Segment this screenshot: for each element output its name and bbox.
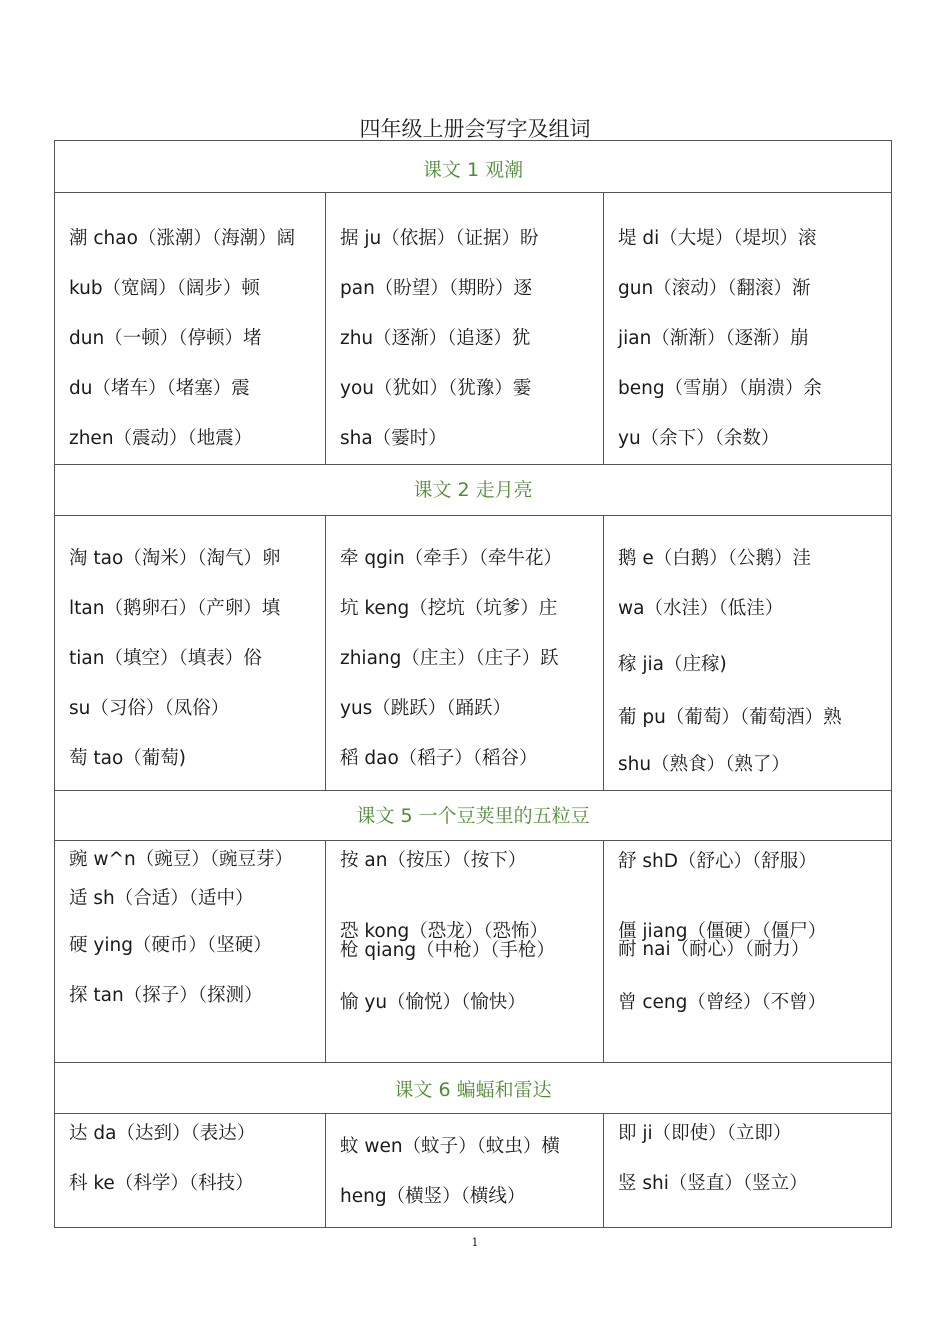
word-entry: du（堵车）（堵塞）震 [69,378,250,399]
word-entry: sha（霎时） [340,428,447,449]
word-cell: 按 an（按压）（按下） 恐 kong（恐龙）（恐怖） 枪 qiang（中枪）（手枪） 愉 yu（愉悦）（愉快） [326,841,604,1063]
word-cell [604,516,892,791]
word-entry: 探 tan（探子）（探测） [69,985,263,1006]
word-entry: 堤 di（大堤）（堤坝）滚 [618,228,817,249]
lesson-header-2: 课文 2 走月亮 [55,465,892,516]
word-entry: 牵 qgin（牵手）（牵牛花） [340,548,562,569]
word-entry: ltan（鹅卵石）（产卵）填 [69,598,281,619]
word-cell [326,193,604,465]
word-cell [55,516,326,791]
word-entry: 稼 jia（庄稼) [618,654,727,675]
word-entry: zhiang（庄主）（庄子）跃 [340,648,559,669]
word-cell [55,1114,326,1228]
word-entry: kub（宽阔）（阔步）顿 [69,278,260,299]
word-entry: yus（跳跃）（踊跃） [340,698,512,719]
word-cell: 舒 shD（舒心）（舒服） 僵 jiang（僵硬）（僵尸） 耐 nai（耐心）（耐力） 曾 ceng（曾经）（不曾） [604,841,892,1063]
lesson-header-1: 课文 1 观潮 [55,141,892,193]
word-entry: 适 sh（合适）（适中） [69,888,254,909]
word-entry: heng（横竖）（横线） [340,1186,526,1207]
word-entry: gun（滚动）（翻滚）渐 [618,278,811,299]
word-entry: su（习俗）（凤俗） [69,698,230,719]
word-entry: 鹅 e（白鹅）（公鹅）洼 [618,548,812,569]
word-entry: 僵 jiang（僵硬）（僵尸） [618,921,827,942]
word-cell [55,841,326,1063]
word-entry: you（犹如）（犹豫）霎 [340,378,532,399]
word-entry: shu（熟食）（熟了） [618,754,790,775]
word-entry: 蚊 wen（蚊子）（蚊虫）横 [340,1136,560,1157]
word-entry: 竖 shi（竖直）（竖立） [618,1173,808,1194]
word-cell [604,1114,892,1228]
word-entry: 据 ju（依据）（证据）盼 [340,228,539,249]
word-entry: wa（水洼）（低洼） [618,598,784,619]
word-entry: 科 ke（科学）（科技） [69,1173,254,1194]
word-entry: 葡 pu（葡萄）（葡萄酒）熟 [618,707,842,728]
word-entry: 潮 chao（涨潮）（海潮）阔 [69,228,296,249]
word-entry: 愉 yu（愉悦）（愉快） [340,992,526,1013]
word-entry: tian（填空）（填表）俗 [69,648,262,669]
document-title: 四年级上册会写字及组词 [359,117,591,141]
word-cell [55,193,326,465]
word-entry: 恐 kong（恐龙）（恐怖） [340,921,548,942]
word-entry: 稻 dao（稻子）（稻谷） [340,748,538,769]
word-cell [604,193,892,465]
word-entry: 即 ji（即使）（立即） [618,1123,792,1144]
word-entry: 坑 keng（挖坑（坑爹）庄 [340,598,558,619]
word-entry: zhen（震动）（地震） [69,428,253,449]
word-entry: 按 an（按压）（按下） [340,850,527,871]
word-entry: 舒 shD（舒心）（舒服） [618,851,817,872]
word-entry: jian（渐渐）（逐渐）崩 [618,328,809,349]
word-cell [326,516,604,791]
word-entry: 萄 tao（葡萄) [69,748,187,769]
lesson-header-4: 课文 6 蝙蝠和雷达 [55,1063,892,1114]
word-entry: beng（雪崩）（崩溃）余 [618,378,822,399]
word-entry: 淘 tao（淘米）（淘气）卵 [69,548,281,569]
word-cell [326,1114,604,1228]
word-entry: 达 da（达到）（表达） [69,1123,256,1144]
vocabulary-table [54,140,892,1228]
lesson-header-3: 课文 5 一个豆荚里的五粒豆 [55,791,892,841]
word-entry: 硬 ying（硬币）（坚硬） [69,935,272,956]
word-entry: yu（余下）（余数） [618,428,780,449]
word-entry: pan（盼望）（期盼）逐 [340,278,533,299]
word-entry: 豌 w^n（豌豆）（豌豆芽） [69,849,293,870]
page-number: 1 [471,1236,479,1249]
word-entry: zhu（逐渐）（追逐）犹 [340,328,531,349]
word-entry: dun（一顿）（停顿）堵 [69,328,262,349]
word-entry: 曾 ceng（曾经）（不曾） [618,992,827,1013]
